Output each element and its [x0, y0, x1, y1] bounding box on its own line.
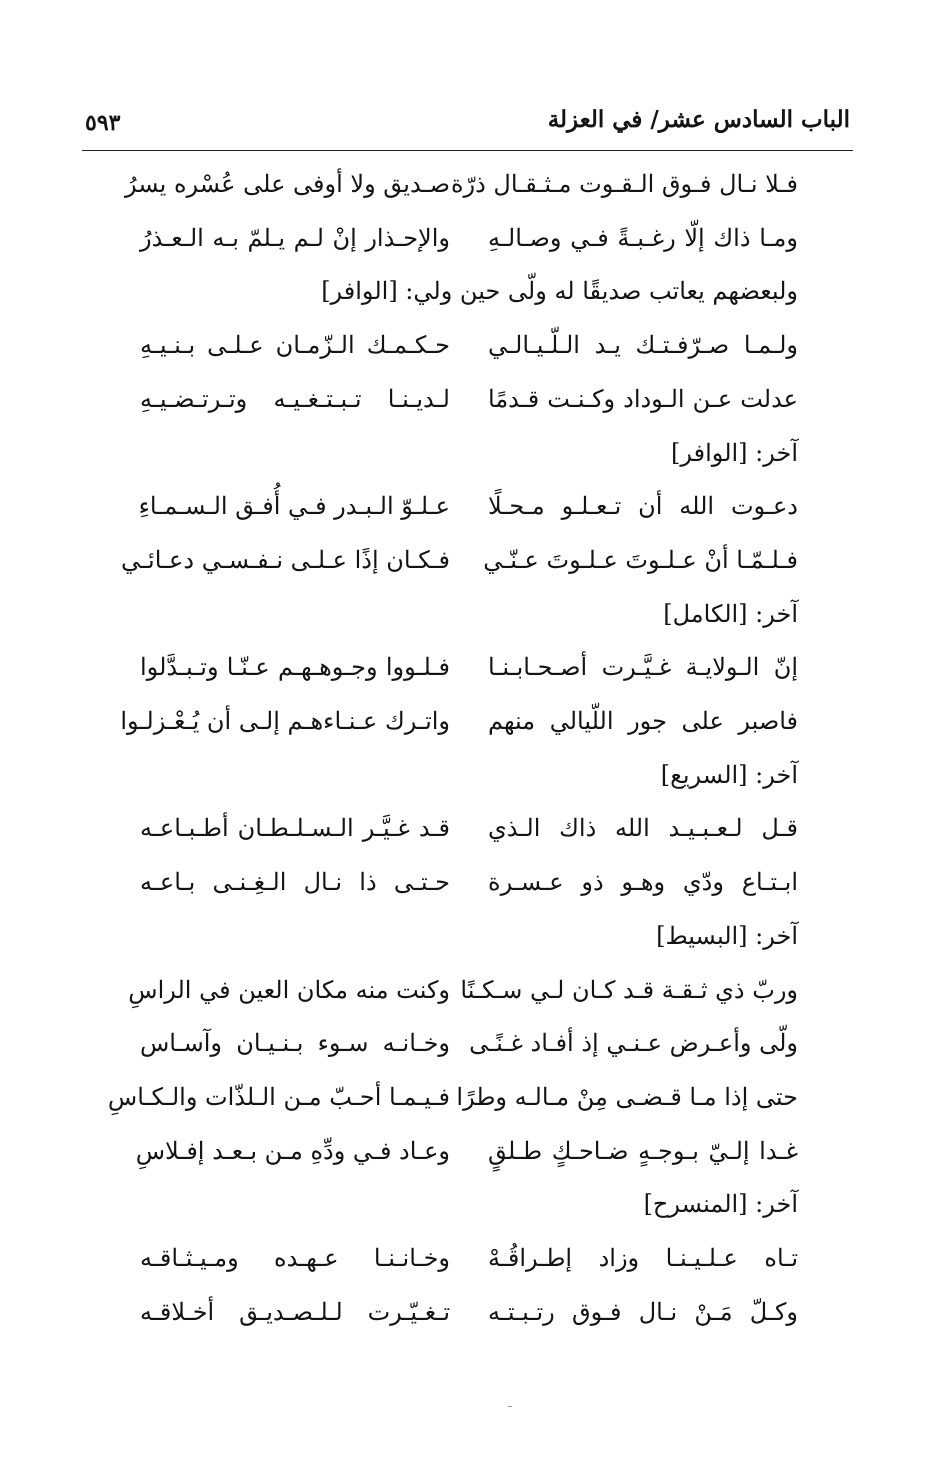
page-number: ٥٩٣ — [85, 110, 121, 136]
verse-line — [107, 1074, 798, 1120]
verse-second-hemistich: وعـاد فـي ودِّهِ مـن بـعـد إفـلاسِ — [135, 1137, 450, 1165]
footer-mark — [508, 1406, 512, 1407]
verse-line — [128, 967, 798, 1013]
verse-first-hemistich: ابـتـاع ودّي وهـو ذو عـسـرة — [488, 868, 798, 896]
verse-line — [140, 322, 798, 368]
verse-second-hemistich: تـغـيّـرت لـلـصـديـق أخـلاقـه — [140, 1298, 450, 1326]
verse-first-hemistich: حتى إذا مـا قـضـى مِنْ مـالـه وطرًا — [456, 1083, 798, 1111]
verse-line — [140, 215, 798, 261]
header-rule — [82, 150, 853, 151]
meter-heading: آخر: [البسيط] — [656, 922, 798, 950]
meter-heading: آخر: [الكامل] — [663, 600, 798, 628]
verse-first-hemistich: ولّى وأعـرض عـنـي إذ أفـاد غـنًـى — [469, 1029, 798, 1057]
verse-second-hemistich: حـتـى ذا نـال الـغِـنـى بـاعـه — [140, 868, 450, 896]
verse-second-hemistich: وخـانـنـا عـهـده ومـيـثـاقـه — [140, 1244, 450, 1272]
verse-first-hemistich: وربّ ذي ثـقـة قـد كـان لـي سـكـنًا — [460, 976, 798, 1004]
verse-second-hemistich: لـديـنـا تـبـتـغـيـه وتـرتـضـيـهِ — [140, 385, 450, 413]
verse-second-hemistich: قـد غـيَّـر الـسـلـطـان أطـبـاعـه — [140, 814, 450, 842]
verse-line — [135, 1128, 798, 1174]
verse-line — [140, 805, 798, 851]
verse-second-hemistich: واتـرك عـنـاءهـم إلـى أن يُـعْـزلـوا — [120, 707, 450, 735]
verse-second-hemistich: وخـانـه سـوء بـنـيـان وآسـاس — [140, 1029, 450, 1057]
verse-line — [124, 161, 798, 207]
verse-second-hemistich: فـيـمـا أحـبّ مـن الـلذّات والـكـاسِ — [107, 1083, 450, 1111]
verse-line — [120, 698, 798, 744]
verse-first-hemistich: وكـلّ مَـنْ نـال فـوق رتـبـتـه — [488, 1298, 798, 1326]
verse-second-hemistich: فـلـووا وجـوهـهـم عـنّـا وتـبـدَّلوا — [140, 653, 450, 681]
verse-second-hemistich: فـكـان إذًا عـلـى نـفـسـي دعـائـي — [121, 546, 450, 574]
verse-first-hemistich: إنّ الـولايـة غـيَّـرت أصـحـابـنـا — [488, 653, 798, 681]
verse-line — [140, 1289, 798, 1335]
verse-line — [140, 1235, 798, 1281]
verse-first-hemistich: فـلـمّـا أنْ عـلـوتَ عـلـوتَ عـنّـي — [483, 546, 798, 574]
verse-first-hemistich: ولـمـا صـرّفـتـك يـد الـلّـيـالـي — [488, 331, 798, 359]
verse-line — [140, 644, 798, 690]
verse-first-hemistich: فـلا نـال فـوق الـقـوت مـثـقـال ذرّة — [450, 170, 798, 198]
verse-line — [140, 483, 798, 529]
verse-first-hemistich: فاصبر على جور اللّيالي منهم — [488, 707, 798, 735]
meter-heading: آخر: [المنسرح] — [643, 1190, 798, 1218]
verse-second-hemistich: عـلـوّ الـبـدر فـي أُفـق الـسـمـاءِ — [138, 492, 450, 520]
verse-line — [140, 1020, 798, 1066]
page-header — [85, 106, 850, 146]
meter-heading: آخر: [الوافر] — [671, 439, 798, 467]
verse-line — [140, 859, 798, 905]
verse-first-hemistich: قـل لـعـبـيـد الله ذاك الـذي — [488, 814, 798, 842]
meter-heading: ولبعضهم يعاتب صديقًا له ولّى حين ولي: [الوافر] — [321, 277, 798, 305]
verse-first-hemistich: غـدا إلـيّ بـوجـهٍ ضـاحـكٍ طـلقٍ — [488, 1137, 798, 1165]
verse-second-hemistich: وكنت منه مكان العين في الراسِ — [128, 976, 450, 1004]
verse-first-hemistich: عدلت عـن الـوداد وكـنـت قـدمًا — [488, 385, 798, 413]
verse-line — [121, 537, 798, 583]
verse-first-hemistich: دعـوت الله أن تـعـلـو مـحـلًا — [488, 492, 798, 520]
meter-heading: آخر: [السريع] — [660, 761, 798, 789]
verse-first-hemistich: تـاه عـلـيـنـا وزاد إطـراقُـهْ — [488, 1244, 798, 1272]
verse-second-hemistich: صـديق ولا أوفى على عُسْره يسرُ — [124, 170, 450, 198]
verse-first-hemistich: ومـا ذاك إلّا رغـبـةً فـي وصـالـهِ — [488, 224, 798, 252]
verse-second-hemistich: حـكـمـك الـزّمـان عـلـى بـنـيـهِ — [140, 331, 450, 359]
verse-line — [140, 376, 798, 422]
running-title: الباب السادس عشر/ في العزلة — [547, 106, 850, 133]
verse-second-hemistich: والإحـذار إنْ لـم يـلمّ بـه الـعـذرُ — [140, 224, 450, 252]
